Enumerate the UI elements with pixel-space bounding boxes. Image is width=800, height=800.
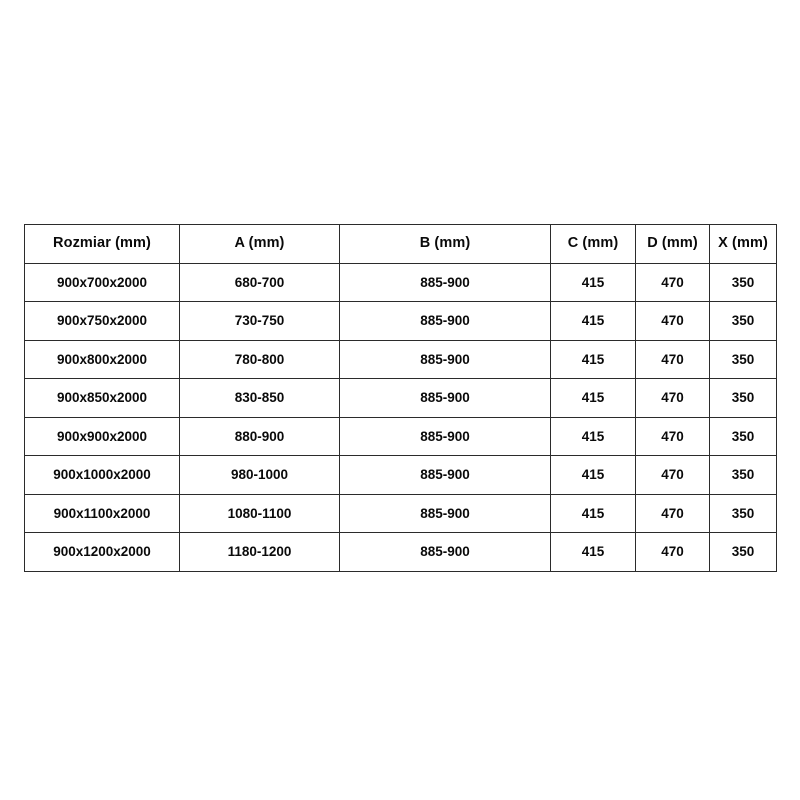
cell-c: 415 <box>551 302 636 341</box>
cell-d: 470 <box>636 533 710 572</box>
cell-rozmiar: 900x700x2000 <box>25 263 180 302</box>
cell-rozmiar: 900x1100x2000 <box>25 494 180 533</box>
cell-a: 680-700 <box>180 263 340 302</box>
table-body <box>25 263 777 571</box>
cell-d: 470 <box>636 379 710 418</box>
cell-rozmiar: 900x800x2000 <box>25 340 180 379</box>
cell-d: 470 <box>636 340 710 379</box>
cell-b: 885-900 <box>340 263 551 302</box>
spec-table-container <box>24 224 776 572</box>
column-header-b: B (mm) <box>340 225 551 264</box>
cell-x: 350 <box>710 302 777 341</box>
column-header-a: A (mm) <box>180 225 340 264</box>
cell-x: 350 <box>710 263 777 302</box>
column-header-rozmiar: Rozmiar (mm) <box>25 225 180 264</box>
table-row <box>25 494 777 533</box>
cell-rozmiar: 900x850x2000 <box>25 379 180 418</box>
cell-b: 885-900 <box>340 340 551 379</box>
cell-x: 350 <box>710 456 777 495</box>
column-header-d: D (mm) <box>636 225 710 264</box>
table-header <box>25 225 777 264</box>
cell-rozmiar: 900x1200x2000 <box>25 533 180 572</box>
table-row <box>25 302 777 341</box>
table-row <box>25 263 777 302</box>
column-header-x: X (mm) <box>710 225 777 264</box>
cell-d: 470 <box>636 302 710 341</box>
cell-x: 350 <box>710 340 777 379</box>
table-row <box>25 456 777 495</box>
cell-b: 885-900 <box>340 494 551 533</box>
cell-x: 350 <box>710 494 777 533</box>
cell-a: 1080-1100 <box>180 494 340 533</box>
table-header-row <box>25 225 777 264</box>
cell-d: 470 <box>636 263 710 302</box>
cell-b: 885-900 <box>340 302 551 341</box>
cell-c: 415 <box>551 533 636 572</box>
cell-c: 415 <box>551 494 636 533</box>
cell-b: 885-900 <box>340 456 551 495</box>
cell-c: 415 <box>551 417 636 456</box>
cell-a: 980-1000 <box>180 456 340 495</box>
cell-x: 350 <box>710 379 777 418</box>
cell-a: 830-850 <box>180 379 340 418</box>
cell-x: 350 <box>710 417 777 456</box>
cell-rozmiar: 900x900x2000 <box>25 417 180 456</box>
cell-a: 880-900 <box>180 417 340 456</box>
cell-rozmiar: 900x1000x2000 <box>25 456 180 495</box>
table-row <box>25 340 777 379</box>
table-row <box>25 379 777 418</box>
cell-d: 470 <box>636 417 710 456</box>
cell-d: 470 <box>636 456 710 495</box>
cell-a: 730-750 <box>180 302 340 341</box>
table-row <box>25 417 777 456</box>
cell-a: 1180-1200 <box>180 533 340 572</box>
cell-d: 470 <box>636 494 710 533</box>
cell-x: 350 <box>710 533 777 572</box>
column-header-c: C (mm) <box>551 225 636 264</box>
cell-c: 415 <box>551 340 636 379</box>
cell-rozmiar: 900x750x2000 <box>25 302 180 341</box>
cell-b: 885-900 <box>340 379 551 418</box>
cell-c: 415 <box>551 379 636 418</box>
cell-b: 885-900 <box>340 417 551 456</box>
cell-c: 415 <box>551 456 636 495</box>
dimensions-table <box>24 224 777 572</box>
table-row <box>25 533 777 572</box>
cell-a: 780-800 <box>180 340 340 379</box>
cell-c: 415 <box>551 263 636 302</box>
cell-b: 885-900 <box>340 533 551 572</box>
